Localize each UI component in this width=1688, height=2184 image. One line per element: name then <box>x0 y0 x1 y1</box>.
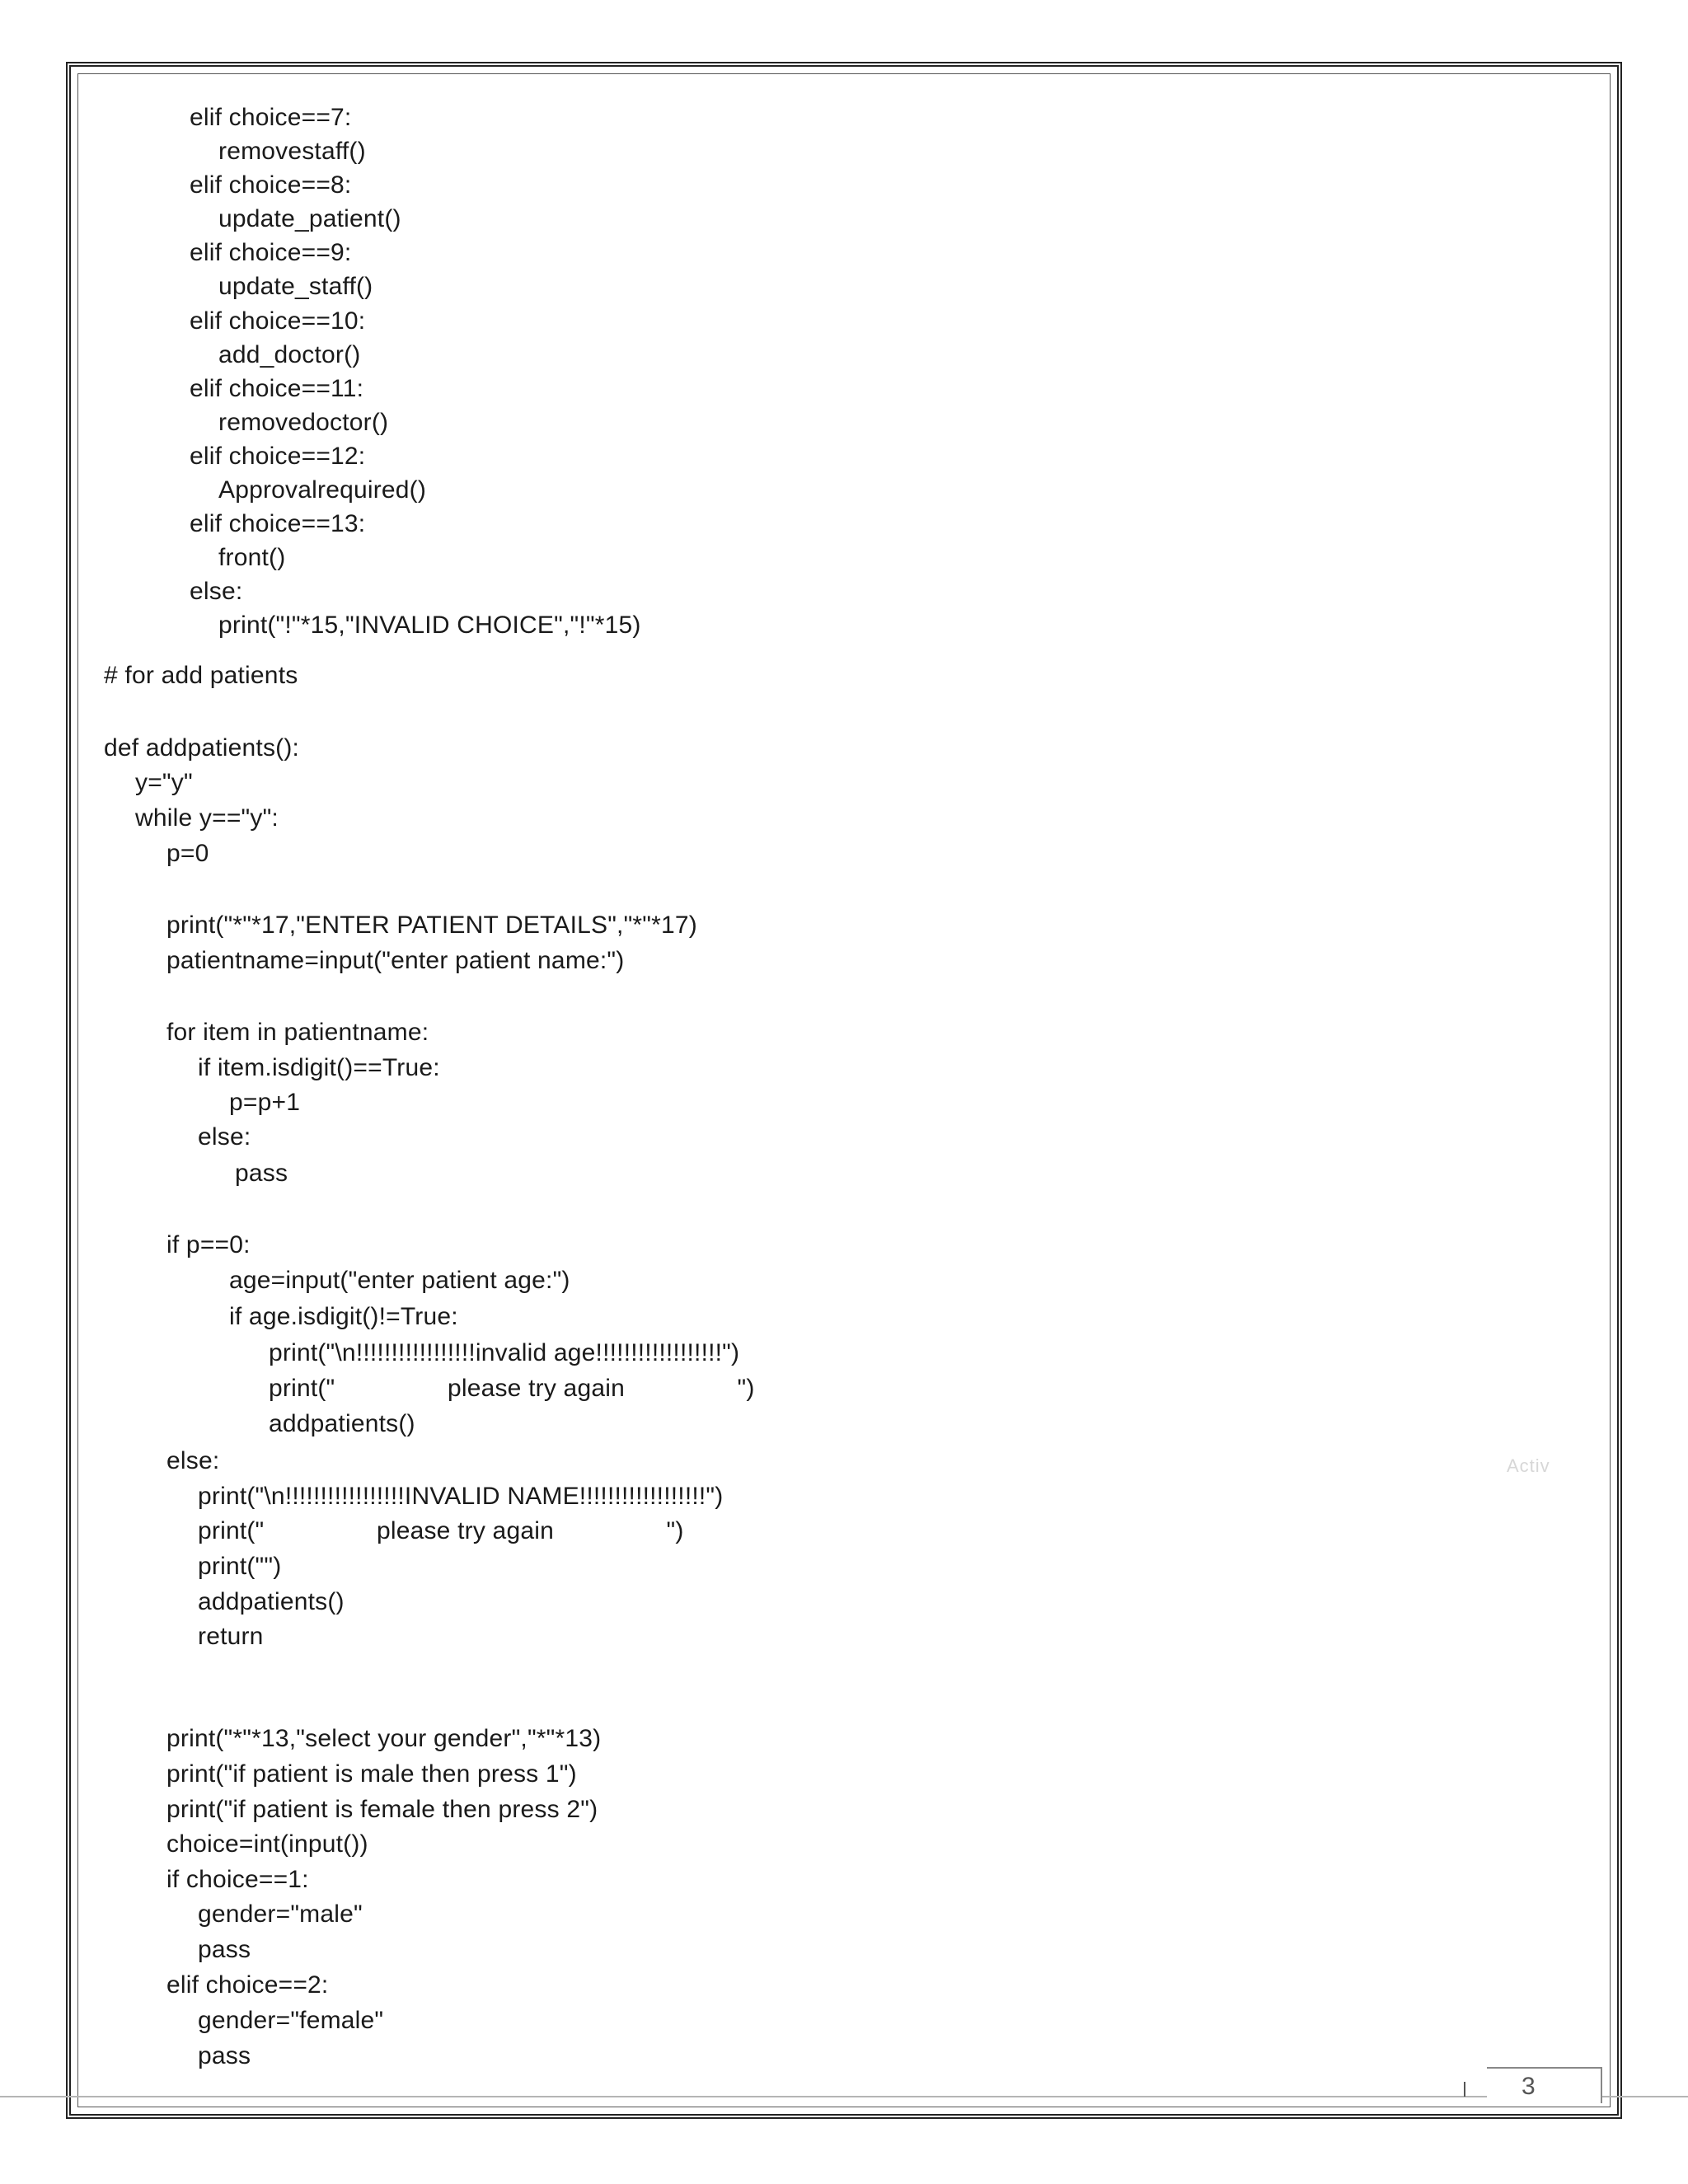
code-line: print("*"*13,"select your gender","*"*13) <box>166 1725 602 1752</box>
page-number-box <box>1487 2067 1602 2103</box>
code-line: removestaff() <box>218 138 366 165</box>
code-line: print(" please try again ") <box>198 1517 684 1544</box>
code-line: pass <box>198 2042 251 2069</box>
code-line: print("!"*15,"INVALID CHOICE","!"*15) <box>218 612 641 639</box>
code-line: elif choice==12: <box>190 443 366 470</box>
code-line: elif choice==2: <box>166 1971 329 1999</box>
code-line: if choice==1: <box>166 1866 309 1893</box>
code-line: if item.isdigit()==True: <box>198 1054 440 1081</box>
page-number: 3 <box>1522 2073 1536 2100</box>
code-line: update_staff() <box>218 273 373 300</box>
code-line: else: <box>198 1123 251 1151</box>
code-line: print("\n!!!!!!!!!!!!!!!!!INVALID NAME!!!!!!!!!!!!!!!!!!") <box>198 1483 724 1510</box>
code-line: addpatients() <box>198 1588 345 1615</box>
code-line: while y=="y": <box>135 804 279 832</box>
code-line: choice=int(input()) <box>166 1830 368 1858</box>
code-line: front() <box>218 544 286 571</box>
code-line: addpatients() <box>269 1410 415 1437</box>
code-line: print("\n!!!!!!!!!!!!!!!!!invalid age!!!!!!!!!!!!!!!!!!") <box>269 1339 740 1366</box>
code-line: y="y" <box>135 769 193 796</box>
code-line: gender="male" <box>198 1900 363 1928</box>
code-line: elif choice==11: <box>190 375 364 402</box>
code-line: else: <box>190 578 243 605</box>
code-line: gender="female" <box>198 2007 384 2034</box>
code-line: print("if patient is female then press 2") <box>166 1796 598 1823</box>
code-line: print("*"*17,"ENTER PATIENT DETAILS","*"*17) <box>166 912 697 939</box>
code-line: pass <box>235 1160 288 1187</box>
activation-watermark: Activ <box>1507 1455 1550 1476</box>
code-line: removedoctor() <box>218 409 389 436</box>
code-line: else: <box>166 1447 220 1474</box>
code-line: elif choice==13: <box>190 510 366 537</box>
code-line: pass <box>198 1936 251 1963</box>
code-line: return <box>198 1623 264 1650</box>
code-line: for item in patientname: <box>166 1019 429 1046</box>
code-line: p=p+1 <box>229 1089 301 1116</box>
code-line: Approvalrequired() <box>218 476 427 504</box>
code-line: print("if patient is male then press 1") <box>166 1760 577 1788</box>
code-line: age=input("enter patient age:") <box>229 1267 570 1294</box>
code-line: if p==0: <box>166 1231 251 1258</box>
code-line: if age.isdigit()!=True: <box>229 1303 458 1330</box>
code-line: add_doctor() <box>218 341 361 368</box>
code-line: print(" please try again ") <box>269 1375 755 1402</box>
footer-tick <box>1464 2082 1465 2097</box>
code-line: elif choice==10: <box>190 307 366 335</box>
code-line: elif choice==7: <box>190 104 352 131</box>
code-line: elif choice==9: <box>190 239 352 266</box>
code-line: p=0 <box>166 840 209 867</box>
code-line: elif choice==8: <box>190 171 352 199</box>
code-line: # for add patients <box>104 662 298 689</box>
code-line: update_patient() <box>218 205 401 232</box>
code-line: def addpatients(): <box>104 734 300 762</box>
code-line: print("") <box>198 1553 282 1580</box>
code-line: patientname=input("enter patient name:") <box>166 947 625 974</box>
footer-rule <box>0 2096 1688 2097</box>
